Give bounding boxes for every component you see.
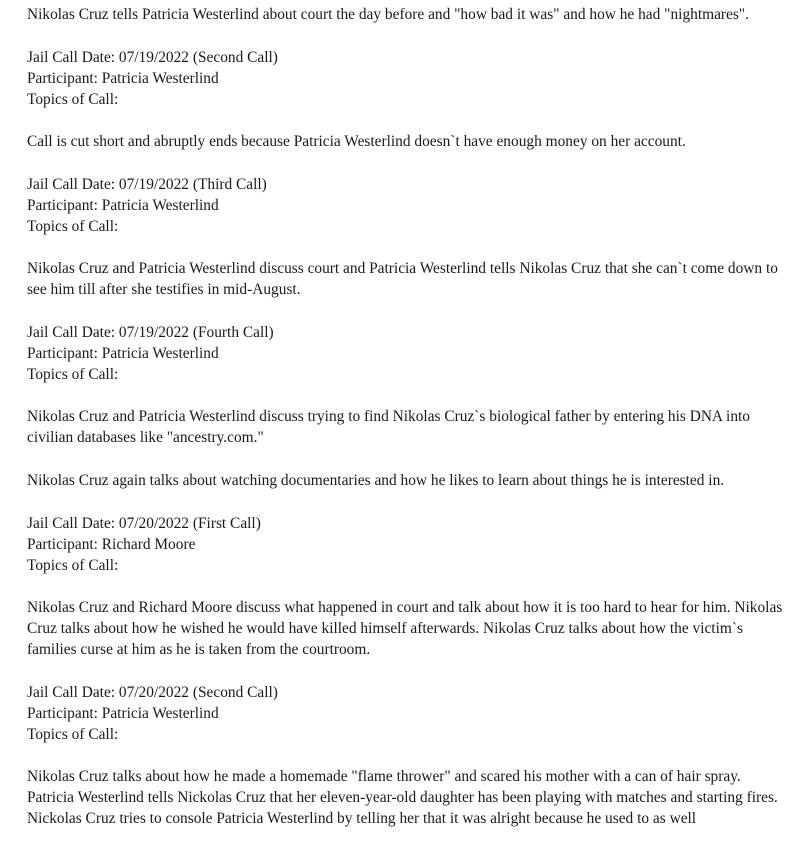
call-header [27,174,787,237]
call-header [27,513,787,576]
call-date: Jail Call Date: 07/19/2022 (Second Call) [27,49,278,66]
call-date: Jail Call Date: 07/19/2022 (Fourth Call) [27,324,274,341]
call-header [27,47,787,110]
call-summary-paragraph: Call is cut short and abruptly ends because Patricia Westerlind doesn`t have enough money on her account. [27,133,686,150]
intro-paragraph: Nikolas Cruz tells Patricia Westerlind about court the day before and "how bad it was" and how he had "nightmares". [27,6,749,23]
call-topics-label: Topics of Call: [27,366,119,383]
call-summary-paragraph: Nikolas Cruz talks about how he made a homemade "flame thrower" and scared his mother with a can of hair spray. Patricia Westerlind tells Nickolas Cruz that her eleven-year-old daughter has been playing with matches and starting fires. Nickolas Cruz tries to console Patricia Westerlind by telling her that it was alright because he used to as well [27,768,778,827]
call-topics-label: Topics of Call: [27,91,119,108]
call-summary-paragraph: Nikolas Cruz again talks about watching documentaries and how he likes to learn about things he is interested in. [27,472,725,489]
call-date: Jail Call Date: 07/20/2022 (First Call) [27,515,261,532]
call-date: Jail Call Date: 07/19/2022 (Third Call) [27,176,267,193]
call-topics-label: Topics of Call: [27,218,119,235]
call-summary-paragraph: Nikolas Cruz and Patricia Westerlind discuss court and Patricia Westerlind tells Nikolas Cruz that she can`t come down to see him till after she testifies in mid-August. [27,260,778,298]
call-header [27,322,787,385]
call-participant: Participant: Patricia Westerlind [27,197,219,214]
call-summary-paragraph: Nikolas Cruz and Richard Moore discuss what happened in court and talk about how it is too hard to hear for him. Nikolas Cruz talks about how he wished he would have killed himself afterwards. Nikolas Cruz talks about how the victim`s families curse at him as he is taken from the courtroom. [27,599,783,658]
call-participant: Participant: Patricia Westerlind [27,70,219,87]
call-date: Jail Call Date: 07/20/2022 (Second Call) [27,684,278,701]
call-topics-label: Topics of Call: [27,726,119,743]
call-participant: Participant: Richard Moore [27,536,196,553]
call-header [27,682,787,745]
document-page [27,4,787,851]
call-participant: Participant: Patricia Westerlind [27,705,219,722]
call-summary-paragraph: Nikolas Cruz and Patricia Westerlind discuss trying to find Nikolas Cruz`s biological father by entering his DNA into civilian databases like "ancestry.com." [27,408,750,446]
call-topics-label: Topics of Call: [27,557,119,574]
call-participant: Participant: Patricia Westerlind [27,345,219,362]
